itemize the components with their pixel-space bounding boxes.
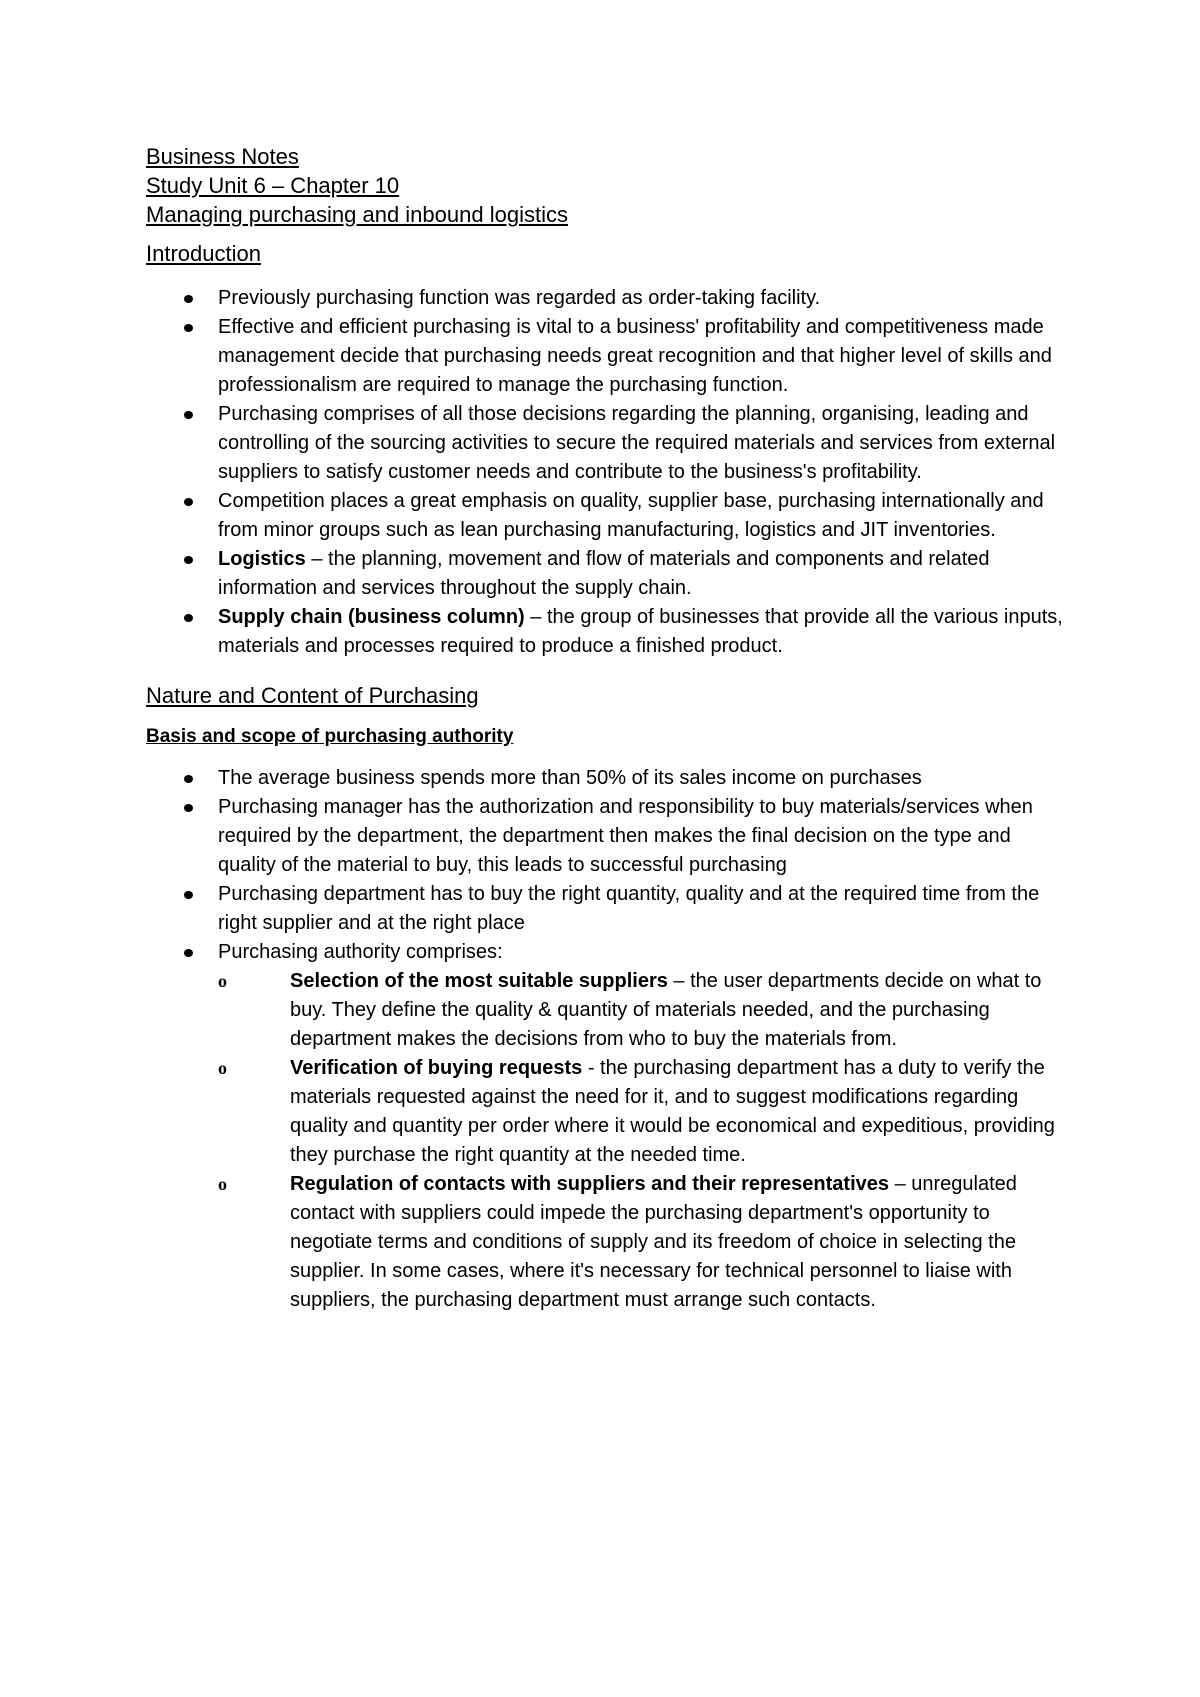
- list-item: [146, 545, 1066, 603]
- circle-bullet-icon: o: [218, 1174, 227, 1194]
- doc-title: Business Notes: [146, 144, 299, 169]
- bullet-icon: [184, 411, 193, 419]
- doc-chapter-title: Managing purchasing and inbound logistics: [146, 202, 568, 227]
- list-item: [146, 938, 1066, 1315]
- bullet-icon: [184, 324, 193, 332]
- subbullet-term: Regulation of contacts with suppliers and their representatives: [290, 1173, 890, 1195]
- bullet-text: – the group of businesses that provide all the various inputs, materials and processes required to produce a finished product.: [218, 606, 1063, 657]
- list-item: [146, 793, 1066, 880]
- bullet-text: Purchasing comprises of all those decisions regarding the planning, organising, leading and controlling of the sourcing activities to secure the required materials and services from external suppliers to satisfy customer needs and contribute to the business's profitability.: [218, 403, 1056, 483]
- bullet-term: Logistics: [218, 548, 306, 570]
- bullet-icon: [184, 614, 193, 622]
- bullet-text: Effective and efficient purchasing is vital to a business' profitability and competitiveness made management decide that purchasing needs great recognition and that higher level of skills and professionalism are required to manage the purchasing function.: [218, 316, 1052, 396]
- list-item: [146, 764, 1066, 793]
- document-body: [146, 142, 1066, 1315]
- bullet-text: Purchasing authority comprises:: [218, 941, 503, 963]
- bullet-text: The average business spends more than 50% of its sales income on purchases: [218, 767, 922, 789]
- nature-bullet-list: [146, 764, 1066, 1315]
- subbullet-text: – unregulated contact with suppliers could impede the purchasing department's opportunity to negotiate terms and conditions of supply and its freedom of choice in selecting the supplier. In some cases, where it's necessary for technical personnel to liaise with suppliers, the purchasing department must arrange such contacts.: [290, 1173, 1017, 1311]
- bullet-icon: [184, 891, 193, 899]
- subbullet-text: - the purchasing department has a duty to verify the materials requested against the need for it, and to suggest modifications regarding quality and quantity per order where it would be economical and expeditious, providing they purchase the right quantity at the needed time.: [290, 1057, 1055, 1166]
- circle-bullet-icon: o: [218, 971, 227, 991]
- bullet-text: Purchasing manager has the authorization and responsibility to buy materials/services when required by the department, the department then makes the final decision on the type and quality of the material to buy, this leads to successful purchasing: [218, 796, 1033, 876]
- list-item: [146, 603, 1066, 661]
- list-item: [146, 880, 1066, 938]
- scope-subheading: Basis and scope of purchasing authority: [146, 726, 514, 747]
- bullet-text: Competition places a great emphasis on quality, supplier base, purchasing internationally and from minor groups such as lean purchasing manufacturing, logistics and JIT inventories.: [218, 490, 1044, 541]
- sublist-item: [218, 967, 1066, 1054]
- list-item: [146, 487, 1066, 545]
- sublist-item: [218, 1170, 1066, 1315]
- bullet-icon: [184, 775, 193, 783]
- bullet-icon: [184, 556, 193, 564]
- bullet-icon: [184, 949, 193, 957]
- list-item: [146, 400, 1066, 487]
- bullet-icon: [184, 804, 193, 812]
- authority-sublist: [218, 967, 1066, 1315]
- nature-heading: Nature and Content of Purchasing: [146, 683, 479, 708]
- circle-bullet-icon: o: [218, 1058, 227, 1078]
- subbullet-term: Verification of buying requests: [290, 1057, 583, 1079]
- list-item: [146, 313, 1066, 400]
- bullet-text: Purchasing department has to buy the right quantity, quality and at the required time from the right supplier and at the right place: [218, 883, 1040, 934]
- bullet-term: Supply chain (business column): [218, 606, 525, 628]
- list-item: [146, 284, 1066, 313]
- bullet-icon: [184, 498, 193, 506]
- sublist-item: [218, 1054, 1066, 1170]
- bullet-icon: [184, 295, 193, 303]
- subbullet-text: – the user departments decide on what to buy. They define the quality & quantity of materials needed, and the purchasing department makes the decisions from who to buy the materials from.: [290, 970, 1042, 1050]
- bullet-text: Previously purchasing function was regarded as order-taking facility.: [218, 287, 821, 309]
- intro-bullet-list: [146, 284, 1066, 661]
- subbullet-term: Selection of the most suitable suppliers: [290, 970, 668, 992]
- bullet-text: – the planning, movement and flow of materials and components and related information and services throughout the supply chain.: [218, 548, 990, 599]
- intro-heading: Introduction: [146, 241, 261, 266]
- doc-study-unit: Study Unit 6 – Chapter 10: [146, 173, 400, 198]
